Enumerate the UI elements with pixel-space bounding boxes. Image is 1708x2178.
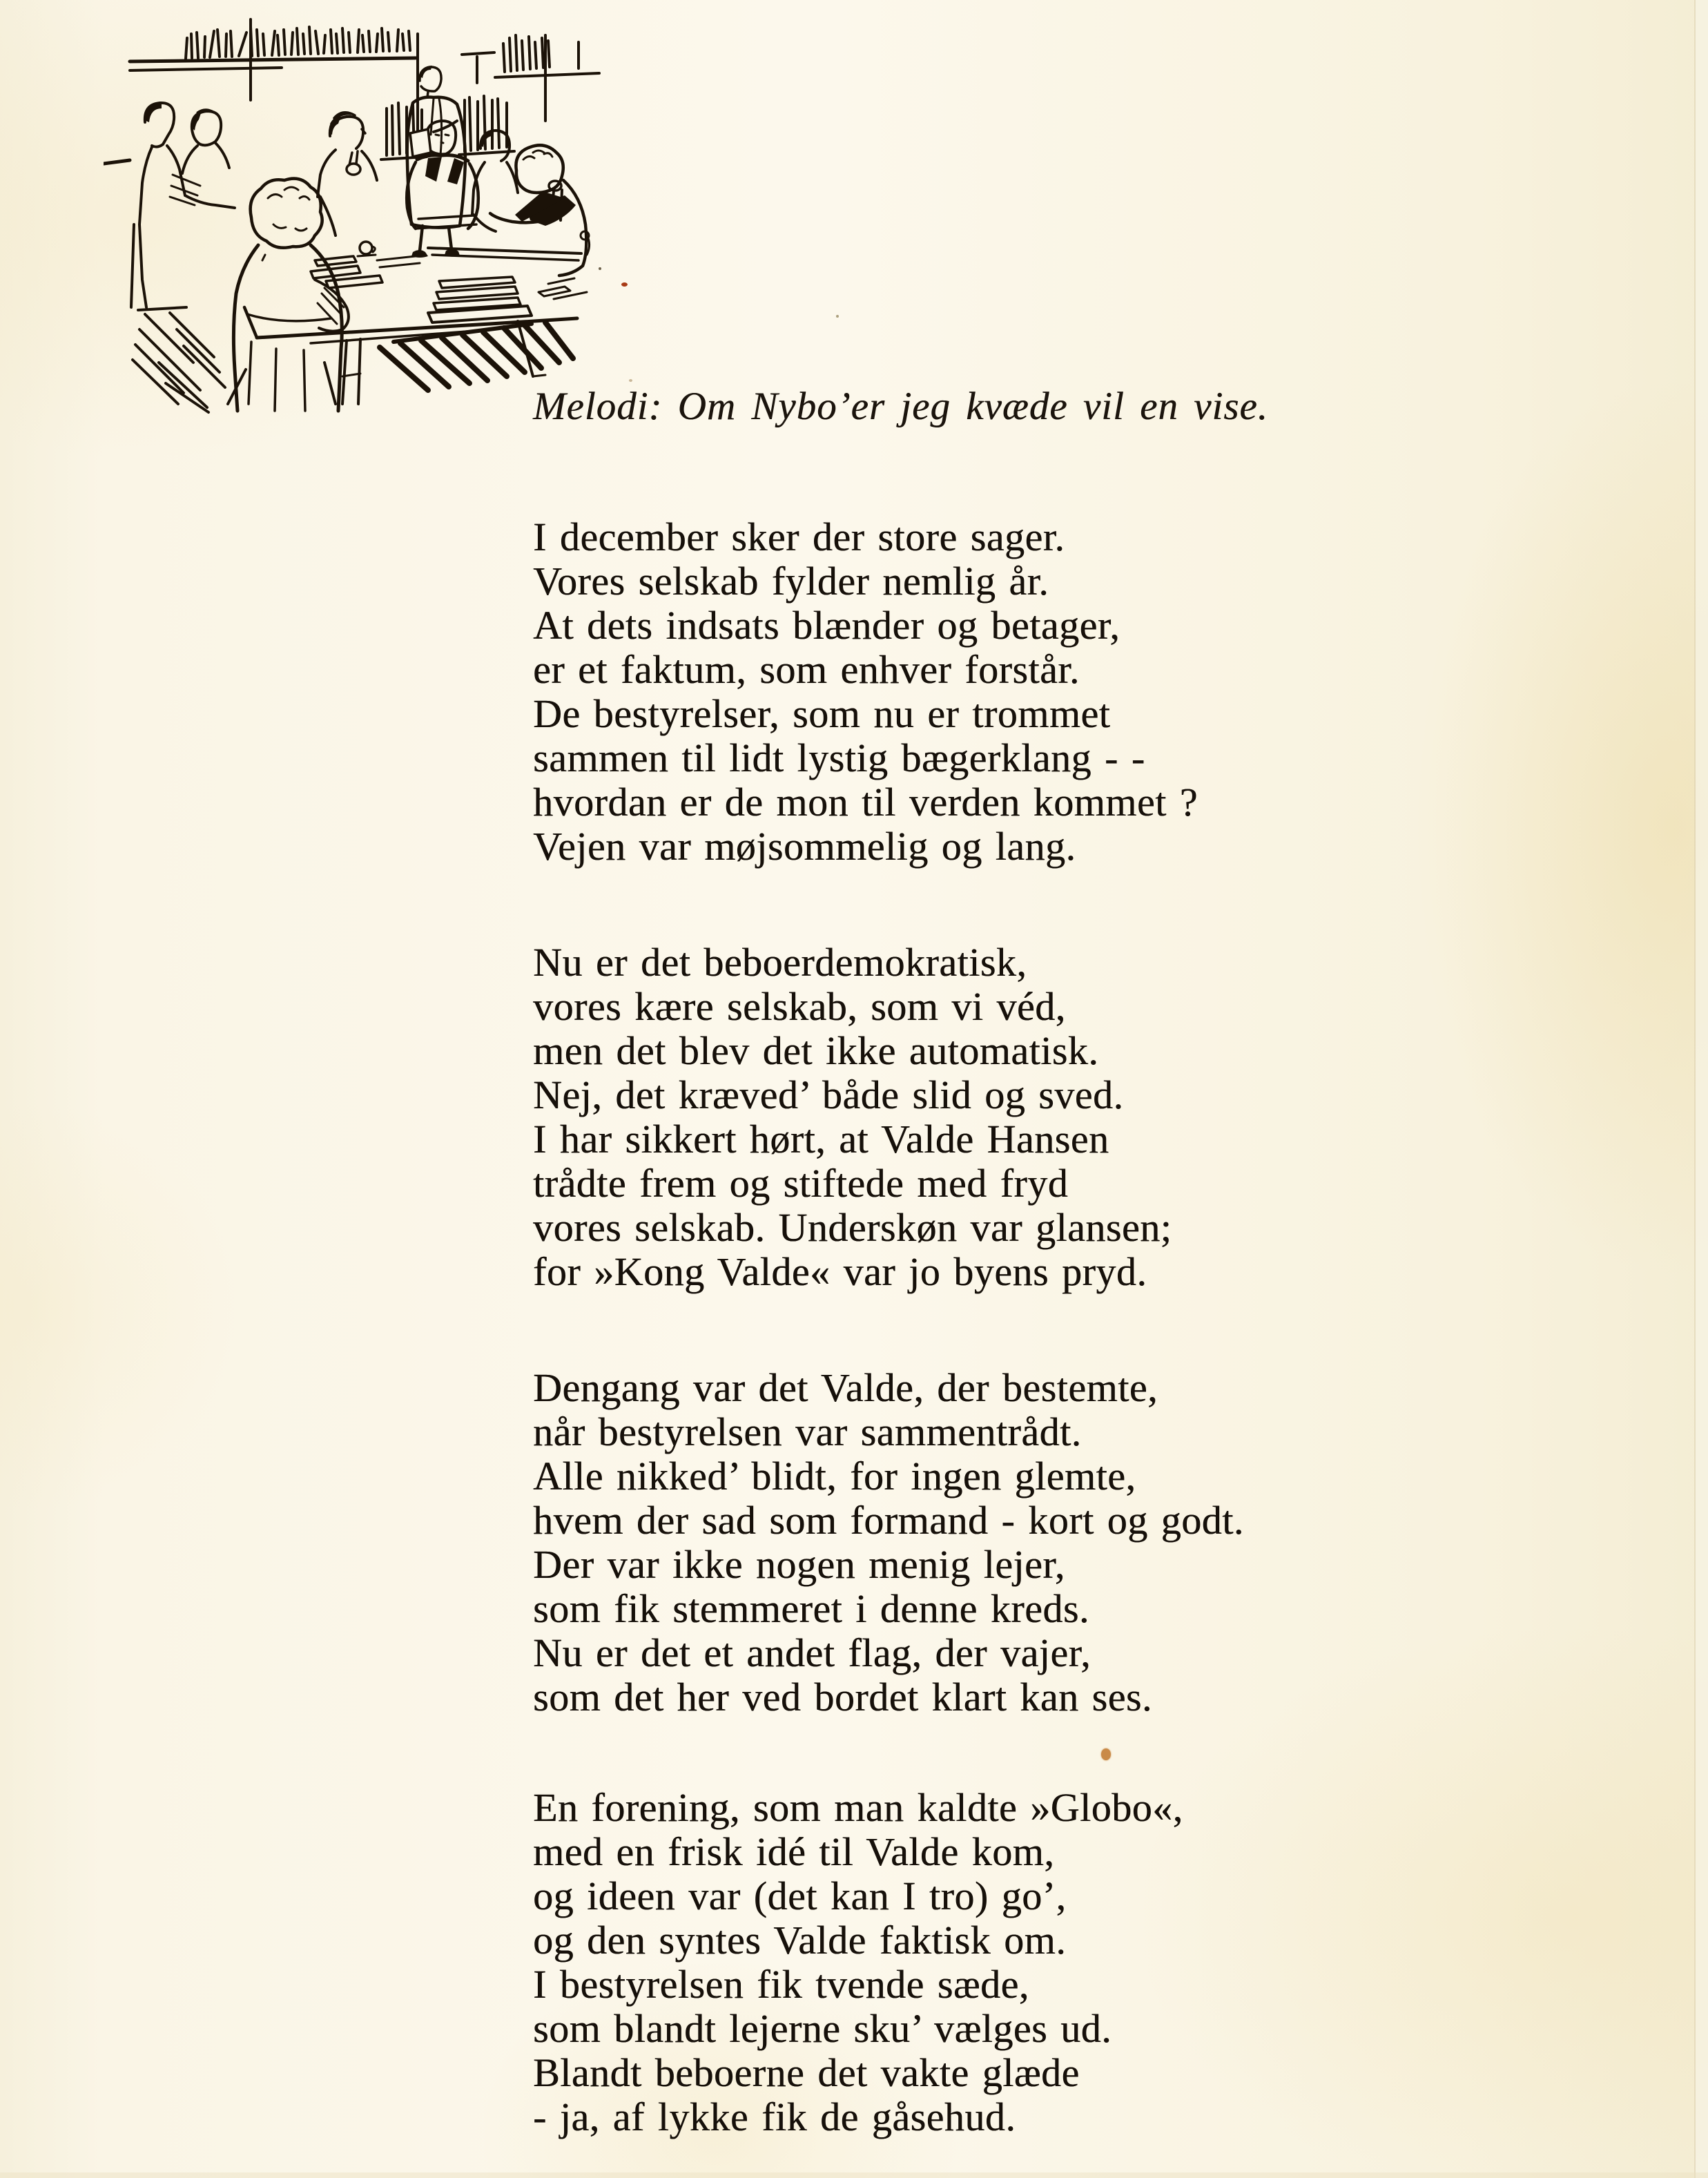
poem-line: Nu er det beboerdemokratisk,: [533, 940, 1027, 985]
poem-line: som fik stemmeret i denne kreds.: [533, 1586, 1089, 1631]
poem-line: I har sikkert hørt, at Valde Hansen: [533, 1117, 1109, 1162]
board-meeting-sketch-illustration: [104, 17, 614, 414]
poem-line: som blandt lejerne sku’ vælges ud.: [533, 2006, 1112, 2051]
poem-line: som det her ved bordet klart kan ses.: [533, 1675, 1152, 1719]
poem-line: De bestyrelser, som nu er trommet: [533, 691, 1111, 736]
stanza-2: [533, 941, 1172, 1294]
poem-line: Vejen var møjsommelig og lang.: [533, 824, 1076, 869]
poem-line: Nu er det et andet flag, der vajer,: [533, 1630, 1091, 1675]
poem-line: med en frisk idé til Valde kom,: [533, 1829, 1055, 1874]
paper-speck-orange: [1101, 1748, 1111, 1760]
paper-speck-dot: [836, 315, 839, 318]
poem-line: sammen til lidt lystig bægerklang - -: [533, 735, 1145, 780]
poem-line: - ja, af lykke fik de gåsehud.: [533, 2094, 1016, 2139]
poem-line: og ideen var (det kan I tro) go’,: [533, 1873, 1067, 1918]
poem-line: hvordan er de mon til verden kommet ?: [533, 780, 1198, 825]
scan-edge-bottom: [0, 2172, 1708, 2178]
poem-line: Alle nikked’ blidt, for ingen glemte,: [533, 1454, 1136, 1498]
poem-line: når bestyrelsen var sammentrådt.: [533, 1409, 1082, 1454]
paper-speck-dot: [599, 267, 601, 270]
poem-line: At dets indsats blænder og betager,: [533, 603, 1120, 648]
scan-edge-right: [1696, 0, 1708, 2178]
poem-line: vores selskab. Underskøn var glansen;: [533, 1205, 1172, 1250]
poem-line: vores kære selskab, som vi véd,: [533, 984, 1066, 1029]
poem-line: for »Kong Valde« var jo byens pryd.: [533, 1249, 1147, 1294]
melody-line: Melodi: Om Nybo’er jeg kvæde vil en vise.: [533, 385, 1268, 428]
poem-line: En forening, som man kaldte »Globo«,: [533, 1785, 1183, 1830]
scan-edge-line: [1694, 0, 1696, 2178]
paper-speck-red: [621, 282, 628, 287]
poem-line: Blandt beboerne det vakte glæde: [533, 2050, 1080, 2095]
poem-line: hvem der sad som formand - kort og godt.: [533, 1498, 1244, 1543]
stanza-4: [533, 1786, 1183, 2139]
paper-speck-dot: [629, 379, 632, 382]
poem-line: Nej, det kræved’ både slid og sved.: [533, 1072, 1124, 1117]
poem-line: I december sker der store sager.: [533, 514, 1065, 559]
poem-line: I bestyrelsen fik tvende sæde,: [533, 1962, 1029, 2007]
poem-line: Vores selskab fylder nemlig år.: [533, 559, 1049, 604]
stanza-3: [533, 1366, 1244, 1719]
poem-line: men det blev det ikke automatisk.: [533, 1028, 1099, 1073]
poem-line: trådte frem og stiftede med fryd: [533, 1161, 1069, 1206]
stanza-1: [533, 515, 1198, 869]
poem-line: er et faktum, som enhver forstår.: [533, 647, 1080, 692]
poem-line: Der var ikke nogen menig lejer,: [533, 1542, 1065, 1587]
poem-line: og den syntes Valde faktisk om.: [533, 1918, 1067, 1963]
poem-line: Dengang var det Valde, der bestemte,: [533, 1365, 1158, 1410]
